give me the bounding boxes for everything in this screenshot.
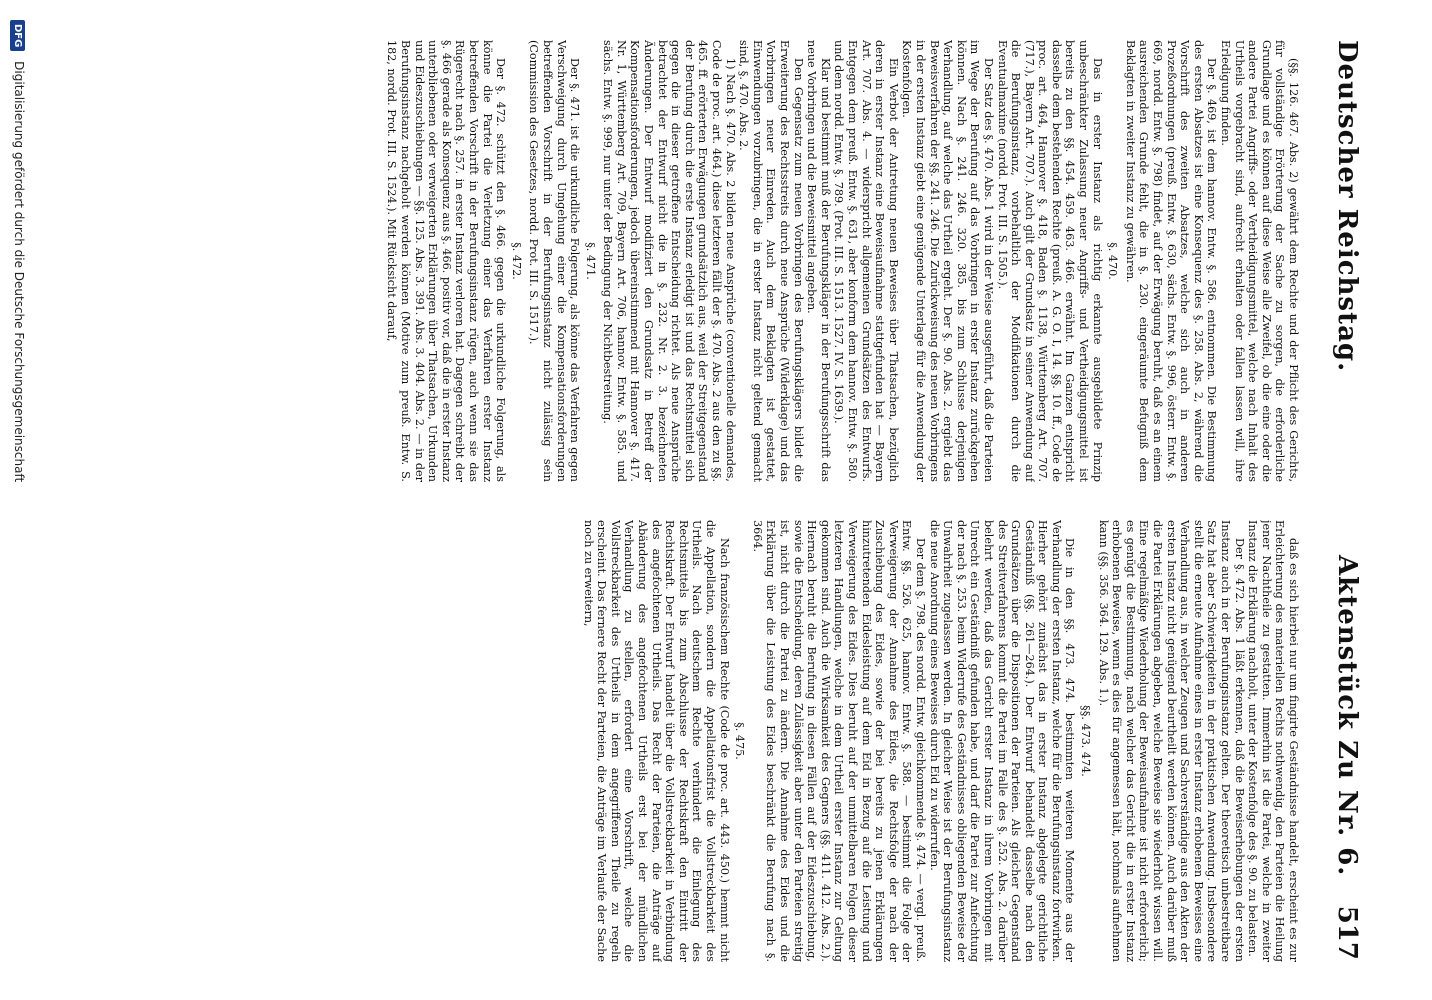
section-heading: §. 475. — [733, 722, 747, 760]
paragraph: 1) Nach §. 470. Abs. 2 bilden neue Ansprüche (conventionelle demandes, Code de proc. art. 464.) diese letzteren fällt der §. 470. Abs. 2 aus den zu §§. 465. ff. erörterten Erwägungen grundsätzlich aus, weil der Streitgegenstand der Berufung durch die erste Instanz erledigt ist und das Rechtsmittel sich gegen die in dieser getroffene Entscheidung richtet. Als neue Ansprüche betrachtet der Entwurf nicht die in §. 232. Nr. 2. 3. bezeichneten Änderungen. Der Entwurf modifiziert den Grundsatz in Betreff der Kompensationsforderungen, jedoch übereinstimmend mit Hannover §. 417. Nr. 1, Württemberg Art. 709, Bayern Art. 706, hannov. Entw. §. 585. und sächs. Entw. §. 999, nur unter der Bedingung der Nichtbestreitung. — [601, 40, 737, 482]
dfg-logo: DFG — [10, 20, 25, 51]
paragraph: (§§. 126. 467. Abs. 2) gewährt dem Rechte und der Pflicht des Gerichts, für vollständige Erörterung der Sache zu sorgen, die erforderliche Grundlage und es können auf diese Weise alle Zweifel, ob die eine oder die andere Partei Angriffs- oder Vertheidigungsmittel, welche nach Inhalt des Urtheils vorgebracht sind, aufrecht erhalten oder fallen lassen will, ihre Erledigung finden. — [1219, 40, 1300, 482]
paragraph: Der §. 471. ist die urkundliche Folgerung, als könne das Verfahren gegen Verschweigung durch Umgehung einer die Kompensationsforderungen betreffenden Vorschrift in der Berufungsinstanz nicht zulässig sein (Commission des Gesetzes, nordd. Prot. III. S. 1517.). — [527, 40, 582, 482]
section-heading: §§. 473. 474. — [1079, 705, 1093, 777]
paragraph: Ein Verbot der Antretung neuen Beweises über Thatsachen, bezüglich deren in erster Instanz eine Beweisaufnahme stattgefunden hat — Bayern Art. 707. Abs. 4. — widerspricht allgemeinen Grundsätzen des Entwurfs. Entgegen dem preuß. Entw. §. 631, aber konform dem hannov. Entw. §. 580. und dem nordd. Entw. §. 789. (Prot. III. S. 1513. 1527. IV. S. 1639.). — [832, 40, 900, 482]
paragraph: Nach französischem Rechte (Code de proc. art. 443. 450.) hemmt nicht die Appellation, sondern die Appellationsfrist die Vollstreckbarkeit des Urtheils. Nach deutschem Rechte verhindert die Einlegung des Rechtsmittels bis zum Abschlusse der Rechtskraft den Eintritt der Rechtskraft. Der Entwurf handelt über die Vollstreckbarkeit in Verbindung des angefochtenen Urtheils. Das Recht der Parteien, die Anträge auf Abänderung des angefochtenen Urtheils erst bei der mündlichen Verhandlung zu stellen, erfordert eine Vorschrift, welche die Vollstreckbarkeit des Urtheils in dem angegriffenen Theile zu regeln erscheint. Das fernere Recht der Parteien, die Anträge im Verlaufe der Sache noch zu erweitern, — [581, 520, 731, 962]
paragraph: Der Satz des §. 470. Abs. 1 wird in der Weise ausgeführt, daß die Parteien im Wege der Berufung auf das Vorbringen in erster Instanz zurückgehen können. Nach §. 241. 246. 320. 385. bis zum Schlusse derjenigen Verhandlung, auf welche das Urtheil ergeht. Der §. 90. Abs. 2. ergiebt das Beweisverfahren der §§. 241. 246. Die Zurückweisung des neuen Vorbringens in der ersten Instanz giebt eine genügende Unterlage für die Anwendung der Kostenfolgen. — [900, 40, 995, 482]
text-column-left — [100, 40, 1300, 482]
section-heading: §. 470. — [1106, 242, 1120, 280]
paragraph: Der §. 472. schützt den §. 466. gegen die urkundliche Folgerung, als könne die Partei die Verletzung einer das Verfahren erster Instanz betreffenden Vorschrift in der Berufungsinstanz rügen, auch wenn sie das Rügerecht nach §. 257. in erster Instanz verloren hat. Dagegen schreibt der §. 466 gerade als Konsequenz aus §. 466. positiv vor, daß die in erster Instanz unterbliebenen oder verweigerten Erklärungen über Thatsachen, Urkunden und Eideszuschiebungen — §§. 125. Abs. 3. 391. Abs. 3. 404. Abs. 2. — in der Berufungsinstanz nachgeholt werden können (Motive zum preuß. Entw. S. 182, nordd. Prot. III. S. 1524.). Mit Rücksicht darauf, — [385, 40, 508, 482]
paragraph: Die in den §§. 473. 474. bestimmten weiteren Momente aus der Verhandlung der ersten Instanz, welche für die Berufungsinstanz fortwirken. Hierher gehört zunächst das in erster Instanz abgelegte gerichtliche Geständniß (§§. 261—264.). Der Entwurf behandelt dasselbe nach den Grundsätzen über die Dispositionen der Parteien. Als gleicher Gegenstand des Streitverfahrens kommt die Partei im Falle des §. 252. Abs. 2. darüber belehrt werden, daß das Gericht erster Instanz in ihrem Vorbringen mit Unrecht ein Geständniß gefunden habe, und darf die Partei zur Anfechtung der nach §. 253. beim Widerrufe des Geständnisses obliegenden Beweise der Unwahrheit zugelassen werden. In gleicher Weise ist der Berufungsinstanz die neue Anordnung eines Beweises durch Eid zu widerrufen. — [927, 520, 1077, 962]
section-heading: §. 472. — [509, 242, 523, 280]
paragraph: Der dem §. 798. des nordd. Entw. gleichkommende §. 474. — vergl. preuß. Entw. §§. 526. 625, hannov. Entw. §. 588. — bestimmt die Folge der Verweigerung der Annahme des Eides, die Rechtsfolge der nach der Zuschiebung des Eides, sowie der bei bereits zu jenen Erklärungen hinzutretenden Eidesleistung auf dem Eid in Bezug auf die Leistung und Verweigerung des Eides. Dies beruht auf der unmittelbaren Folgen dieser letzteren Handlungen, welche in dem Urtheil erster Instanz zur Geltung gekommen sind. Auch die Wirksamkeit des Gegners (§§. 411. 412. Abs. 2.). Hiernach beruht die Berufung in diesen Fällen auf der Eideszuschiebung, sowie die Entscheidung, deren Zulässigkeit aber unter den Parteien streitig ist, nicht durch die Partei zu ändern. Die Annahme des Eides und die Erklärung über die Leistung des Eides beschränkt die Berufung nach §. 3664. — [750, 520, 927, 962]
paragraph: daß es sich hierbei nur um fingirte Geständnisse handelt, erscheint es zur Erleichterung des materiellen Rechts nothwendig, den Parteien die Heilung jener Nachtheile zu gestatten. Immerhin ist die Partei, welche in zweiter Instanz die Erklärung nachholt, unter der Kostenfolge des §. 90. zu belasten. — [1246, 520, 1300, 962]
digitization-footer — [4, 20, 26, 980]
paragraph: Den Gegensatz zum neuen Vorbringen des Berufungsklägers bildet die Erweiterung des Rechtsstreits durch neue Ansprüche (Widerklage) und das Vorbringen neuer Einreden. Auch dem Beklagten ist gestattet, Einwendungen vorzubringen, die in erster Instanz nicht geltend gemacht sind, §. 470. Abs. 2. — [737, 40, 805, 482]
section-heading: §. 471. — [583, 242, 597, 280]
paragraph: Das in erster Instanz als richtig erkannte ausgebildete Prinzip unbeschränkter Zulassung neuer Angriffs- und Vertheidigungsmittel ist bereits zu den §§. 454. 459. 463. 466. erwähnt. Im Ganzen entspricht dasselbe dem bestehenden Rechte (preuß. A. G. O. I, 14. §§. 10. ff., Code de proc. art. 464, Hannover §. 418, Baden §. 1138, Württemberg Art. 707. (717.), Bayern Art. 707.). Auch gilt der Grundsatz in seiner Anwendung auf die Berufungsinstanz, vorbehaltlich der Modifikationen durch die Eventualmaxime (nordd. Prot. III. S. 1505.). — [995, 40, 1104, 482]
page-header — [1312, 0, 1372, 1000]
header-title: Deutscher Reichstag. — [1332, 40, 1362, 373]
paragraph: Der §. 472. Abs. 1 läßt erkennen, daß die Beweiserhebungen der ersten Instanz auch in der Berufungsinstanz gelten. Der theoretisch unbestreitbare Satz hat aber Schwierigkeiten in der praktischen Anwendung. Insbesondere stellt die erneute Aufnahme eines in erster Instanz erhobenen Beweises eine Verhandlung aus, in welcher Zeugen und Sachverständige aus den Akten der ersten Instanz nicht genügend beurtheilt werden können. Auch darüber muß die Partei Erklärungen abgeben, welche Beweise sie wiederholt wissen will. Eine regelmäßige Wiederholung der Beweisaufnahme ist nicht erforderlich; es genügt die Bestimmung, nach welcher das Gericht die in erster Instanz erhobenen Beweise, wenn es dies für angemessen hält, nochmals aufnehmen kann (§§. 356. 364. 129. Abs. 1.). — [1096, 520, 1246, 962]
page-number: 517 — [1332, 905, 1362, 960]
footer-text: Digitalisierung gefördert durch die Deutsche Forschungsgemeinschaft — [12, 61, 26, 483]
paragraph: Der §. 469, ist dem hannov. Entw. §. 586. entnommen. Die Bestimmung des ersten Absatzes ist eine Konsequenz des §. 258. Abs. 2, während die Vorschrift des zweiten Absatzes, welche sich auch in anderen Prozeßordnungen (preuß. Entw. §. 630, sächs. Entw. §. 996, österr. Entw. §. 669, nordd. Entw. §. 798) findet, auf der Erwägung beruht, daß es an einem ausreichenden Grunde fehlt, die in §. 230. eingeräumte Befugniß dem Beklagten in zweiter Instanz zu gewähren. — [1123, 40, 1219, 482]
paragraph: Klar und bestimmt muß der Berufungskläger in der Berufungsschrift das neue Vorbringen und die Beweismittel angeben. — [805, 40, 832, 482]
header-subtitle: Aktenstück Zu Nr. 6. — [1332, 555, 1362, 877]
text-column-right — [100, 520, 1300, 962]
